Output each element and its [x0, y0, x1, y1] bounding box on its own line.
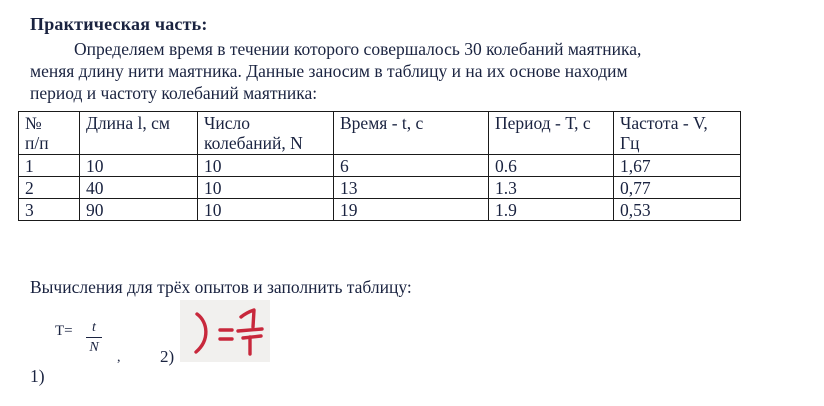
item-number-2: 2)	[160, 347, 175, 366]
cell-length: 40	[80, 177, 198, 199]
cell-frequency: 0,53	[614, 199, 741, 221]
cell-time: 13	[334, 177, 489, 199]
cell-number: 3	[19, 199, 80, 221]
formula-comma: ,	[117, 350, 121, 365]
paragraph-line-2: меняя длину нити маятника. Данные заносим в таблицу и на их основе находим	[30, 61, 628, 81]
header-frequency: Частота - V, Гц	[614, 112, 741, 155]
cell-number: 2	[19, 177, 80, 199]
item-number-1: 1)	[30, 366, 45, 386]
cell-period: 1.3	[489, 177, 614, 199]
fraction-bar	[86, 337, 102, 338]
table-row	[19, 177, 741, 199]
paragraph-line-1: Определяем время в течении которого совершалось 30 колебаний маятника,	[74, 39, 642, 59]
handwritten-formula-image	[180, 300, 270, 362]
fraction-numerator: t	[92, 320, 96, 335]
period-formula-label: T=	[55, 323, 73, 339]
intro-paragraph	[30, 38, 790, 104]
fraction-denominator: N	[89, 340, 99, 355]
cell-count: 10	[198, 177, 334, 199]
header-count: Число колебаний, N	[198, 112, 334, 155]
cell-length: 90	[80, 199, 198, 221]
cell-period: 1.9	[489, 199, 614, 221]
header-length: Длина l, см	[80, 112, 198, 155]
cell-time: 19	[334, 199, 489, 221]
cell-time: 6	[334, 155, 489, 177]
handwriting-strokes	[196, 310, 262, 354]
table-header-row	[19, 112, 741, 155]
results-table	[18, 111, 741, 221]
cell-count: 10	[198, 155, 334, 177]
table-row	[19, 199, 741, 221]
table-row	[19, 155, 741, 177]
period-formula-fraction	[86, 319, 102, 356]
header-time: Время - t, с	[334, 112, 489, 155]
header-number: № п/п	[19, 112, 80, 155]
cell-period: 0.6	[489, 155, 614, 177]
paragraph-line-3: период и частоту колебаний маятника:	[30, 83, 318, 103]
handwritten-frequency-formula	[180, 300, 270, 362]
cell-frequency: 1,67	[614, 155, 741, 177]
cell-number: 1	[19, 155, 80, 177]
cell-count: 10	[198, 199, 334, 221]
cell-length: 10	[80, 155, 198, 177]
calculations-title: Вычисления для трёх опытов и заполнить таблицу:	[30, 277, 412, 297]
cell-frequency: 0,77	[614, 177, 741, 199]
header-period: Период - Т, с	[489, 112, 614, 155]
section-heading: Практическая часть:	[30, 14, 208, 34]
